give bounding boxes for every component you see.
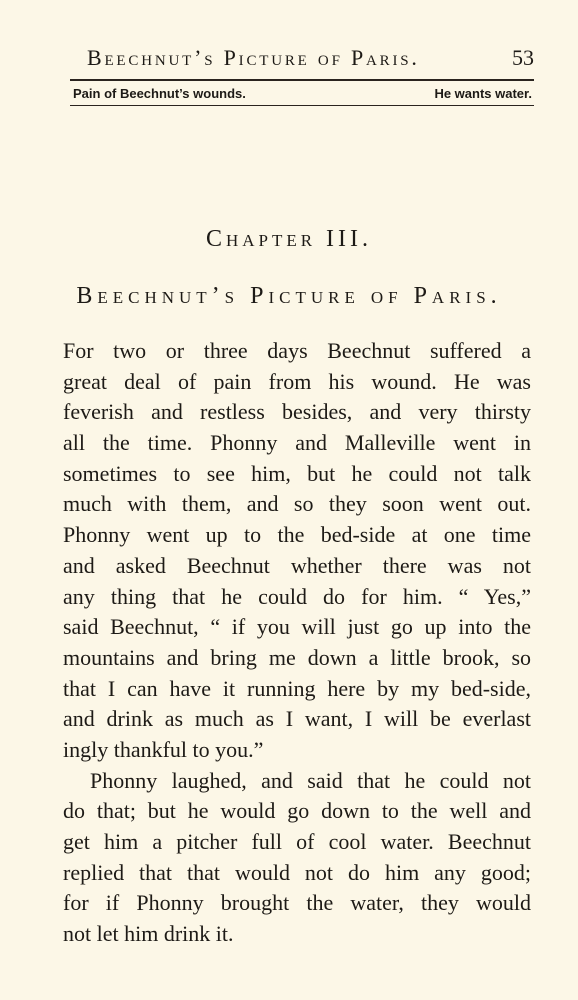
text-line: not let him drink it. — [63, 921, 234, 947]
text-line: and asked Beechnut whether there was not — [63, 552, 531, 578]
text-line: and drink as much as I want, I will be everlast — [63, 706, 531, 732]
text-line: mountains and bring me down a little brook, so — [63, 644, 531, 670]
running-title: Beechnut’s Picture of Paris. — [87, 45, 420, 70]
text-line: ingly thankful to you.” — [63, 736, 264, 762]
text-line: great deal of pain from his wound. He was — [63, 368, 531, 394]
text-line: sometimes to see him, but he could not talk — [63, 460, 531, 486]
marginal-note-right: He wants water. — [434, 86, 532, 101]
page-number: 53 — [512, 45, 534, 70]
chapter-heading: Chapter III. — [205, 226, 373, 252]
text-line: said Beechnut, “ if you will just go up into the — [63, 614, 531, 640]
text-line: feverish and restless besides, and very thirsty — [63, 399, 531, 425]
text-line: any thing that he could do for him. “ Yes,” — [63, 583, 531, 609]
header-rule-bottom — [70, 105, 534, 106]
text-line: get him a pitcher full of cool water. Beechnut — [63, 829, 531, 854]
text-line: all the time. Phonny and Malleville went in — [63, 430, 531, 456]
text-line: For two or three days Beechnut suffered a — [63, 338, 531, 363]
text-line: much with them, and so they soon went out. — [63, 491, 531, 517]
text-line: replied that that would not do him any good; — [63, 859, 531, 885]
text-line: Phonny went up to the bed-side at one time — [63, 522, 531, 548]
body-text — [63, 336, 531, 950]
text-line: Phonny laughed, and said that he could not — [90, 767, 531, 793]
text-line: for if Phonny brought the water, they would — [63, 890, 531, 916]
running-head — [72, 45, 534, 73]
text-line: do that; but he would go down to the well and — [63, 798, 531, 824]
marginal-note-left: Pain of Beechnut’s wounds. — [73, 86, 246, 101]
chapter-title: Beechnut’s Picture of Paris. — [76, 283, 502, 309]
header-rule-top — [70, 79, 534, 81]
text-line: that I can have it running here by my bed-side, — [63, 675, 531, 701]
